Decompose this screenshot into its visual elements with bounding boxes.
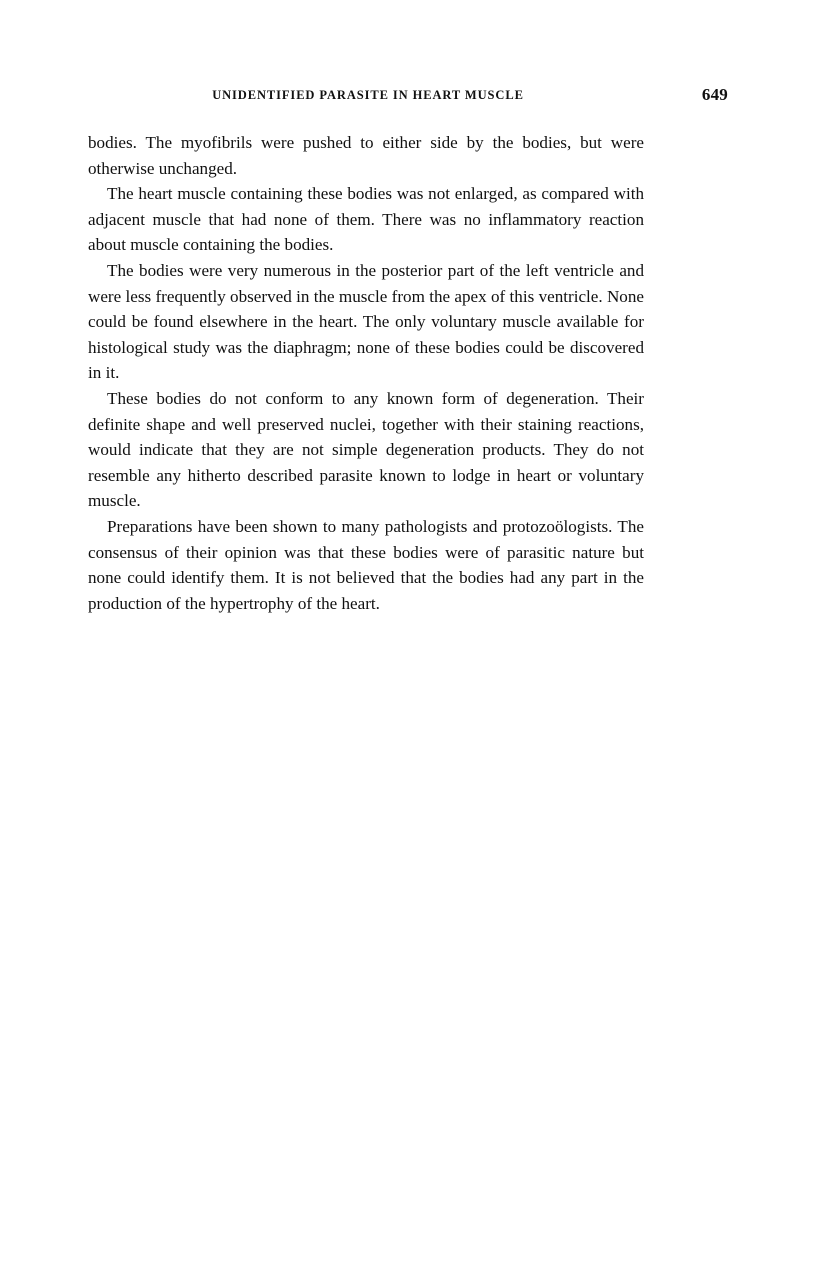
running-head-title: UNIDENTIFIED PARASITE IN HEART MUSCLE bbox=[212, 88, 524, 102]
body-text bbox=[88, 130, 644, 616]
paragraph: The heart muscle containing these bodies was not enlarged, as compared with adjacent muscle that had none of them. There was no inflammatory reaction about muscle containing the bodies. bbox=[88, 184, 644, 255]
page-number: 649 bbox=[701, 85, 728, 104]
paragraph: These bodies do not conform to any known form of degeneration. Their definite shape and well preserved nuclei, together with their staining reactions, would indicate that they are not simple degeneration products. They do not resemble any hitherto described parasite known to lodge in heart or voluntary muscle. bbox=[88, 388, 644, 511]
paragraph: The bodies were very numerous in the posterior part of the left ventricle and were less frequently observed in the muscle from the apex of this ventricle. None could be found elsewhere in the heart. The only voluntary muscle available for histological study was the diaphragm; none of these bodies could be discovered in it. bbox=[88, 260, 644, 383]
paragraph: Preparations have been shown to many pathologists and protozoölogists. The consensus of their opinion was that these bodies were of parasitic nature but none could identify them. It is not believed that the bodies had any part in the production of the hypertrophy of the heart. bbox=[88, 516, 644, 613]
running-head bbox=[88, 85, 728, 106]
paragraph: bodies. The myofibrils were pushed to either side by the bodies, but were otherwise unchanged. bbox=[88, 133, 644, 178]
